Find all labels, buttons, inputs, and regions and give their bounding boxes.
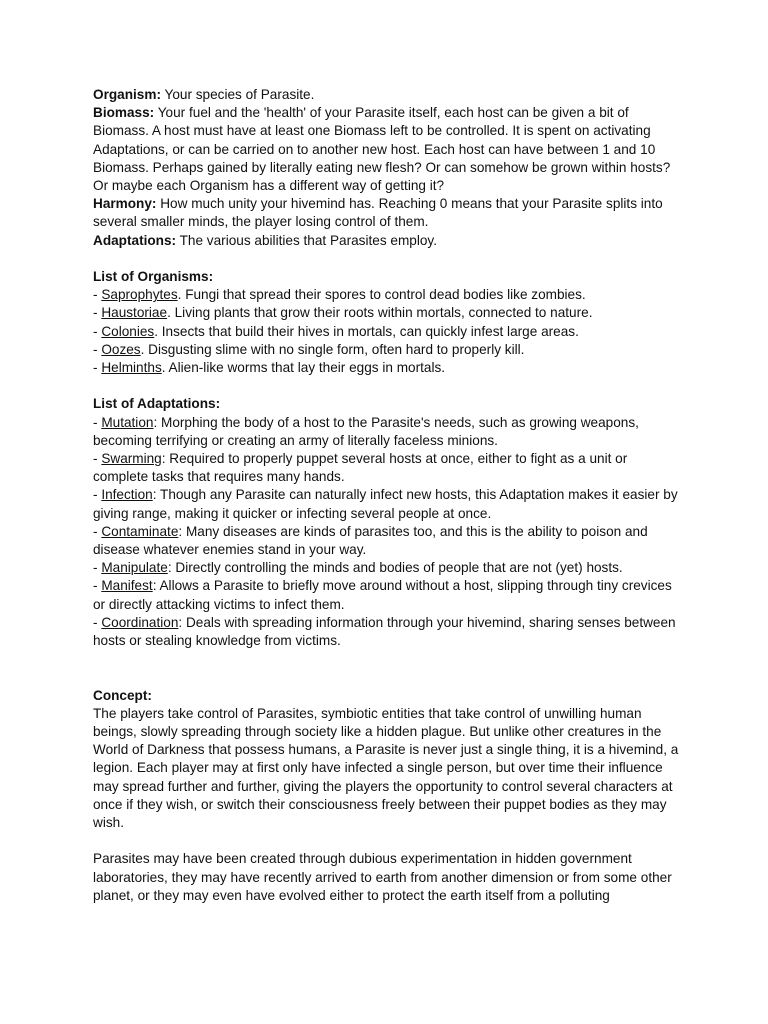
definition-text: Your fuel and the 'health' of your Parasite itself, each host can be given a bit of Biomass. A host must have at least one Biomass left to be controlled. It is spent on activating Adaptations, or can be carried on to another new host. Each host can have between 1 and 10 Biomass. Perhaps gained by literally eating new flesh? Or can somehow be grown within hosts? Or maybe each Organism has a different way of getting it?	[93, 105, 671, 194]
definition-adaptations	[93, 232, 683, 250]
definition-term: Harmony:	[93, 196, 157, 212]
list-item: - Coordination: Deals with spreading information through your hivemind, sharing senses between hosts or stealing knowledge from victims.	[93, 614, 676, 649]
spacer	[93, 832, 683, 850]
list-item: - Manifest: Allows a Parasite to briefly move around without a host, slipping through tiny crevices or directly attacking victims to infect them.	[93, 578, 672, 612]
adaptation-name: Swarming	[101, 451, 162, 467]
concept-paragraph: Parasites may have been created through dubious experimentation in hidden government laboratories, they may have recently arrived to earth from another dimension or from some other planet, or they may even have evolved either to protect the earth itself from a polluting	[93, 851, 672, 903]
definition-harmony	[93, 195, 683, 231]
definition-term: Biomass:	[93, 105, 155, 121]
adaptations-heading: List of Adaptations:	[93, 396, 221, 412]
list-item: - Mutation: Morphing the body of a host to the Parasite's needs, such as growing weapons, becoming terrifying or creating an army of literally faceless minions.	[93, 414, 639, 448]
definition-text: How much unity your hivemind has. Reaching 0 means that your Parasite splits into several smaller minds, the player losing control of them.	[93, 196, 663, 230]
definition-organism	[93, 86, 683, 104]
adaptation-name: Coordination	[101, 614, 179, 630]
spacer	[93, 377, 683, 395]
organism-name: Haustoriae	[101, 305, 168, 321]
list-item: - Oozes. Disgusting slime with no single form, often hard to properly kill.	[93, 341, 525, 357]
adaptation-name: Manifest	[101, 578, 153, 594]
list-item: - Saprophytes. Fungi that spread their spores to control dead bodies like zombies.	[93, 287, 586, 303]
list-item: - Haustoriae. Living plants that grow their roots within mortals, connected to nature.	[93, 305, 593, 321]
definition-text: Your species of Parasite.	[160, 87, 315, 102]
list-item: - Infection: Though any Parasite can naturally infect new hosts, this Adaptation makes it easier by giving range, making it quicker or infecting several people at once.	[93, 487, 678, 521]
list-item: - Helminths. Alien-like worms that lay their eggs in mortals.	[93, 360, 446, 376]
adaptation-name: Infection	[101, 487, 153, 503]
organism-name: Oozes	[101, 341, 141, 357]
definition-term: Organism:	[93, 87, 161, 102]
definitions-section	[93, 86, 683, 250]
organism-name: Saprophytes	[101, 287, 178, 303]
list-item: - Contaminate: Many diseases are kinds of parasites too, and this is the ability to poison and disease whatever enemies stand in your way.	[93, 523, 648, 558]
document-page	[93, 86, 683, 905]
concept-paragraph: The players take control of Parasites, symbiotic entities that take control of unwilling human beings, slowly spreading through society like a hidden plague. But unlike other creatures in the World of Darkness that possess humans, a Parasite is never just a single thing, it is a hivemind, a legion. Each player may at first only have infected a single person, but over time their influence may spread further and further, giving the players the opportunity to control several characters at once if they wish, or switch their consciousness freely between their puppet bodies as they may wish.	[93, 705, 679, 831]
adaptations-section	[93, 395, 683, 650]
adaptation-name: Mutation	[101, 414, 154, 430]
organism-name: Colonies	[101, 323, 155, 339]
list-item: - Manipulate: Directly controlling the minds and bodies of people that are not (yet) hosts.	[93, 560, 623, 576]
definition-text: The various abilities that Parasites employ.	[176, 232, 438, 248]
definition-term: Adaptations:	[93, 232, 177, 248]
organisms-section	[93, 268, 683, 377]
organisms-heading: List of Organisms:	[93, 269, 214, 285]
spacer	[93, 650, 683, 686]
adaptation-name: Manipulate	[101, 560, 168, 576]
definition-biomass	[93, 104, 683, 195]
organism-name: Helminths	[101, 360, 162, 376]
concept-section	[93, 687, 683, 905]
list-item: - Swarming: Required to properly puppet several hosts at once, either to fight as a unit or complete tasks that requires many hands.	[93, 451, 628, 485]
concept-heading: Concept:	[93, 687, 152, 703]
adaptation-name: Contaminate	[101, 523, 179, 539]
list-item: - Colonies. Insects that build their hives in mortals, can quickly infest large areas.	[93, 323, 579, 339]
spacer	[93, 250, 683, 268]
